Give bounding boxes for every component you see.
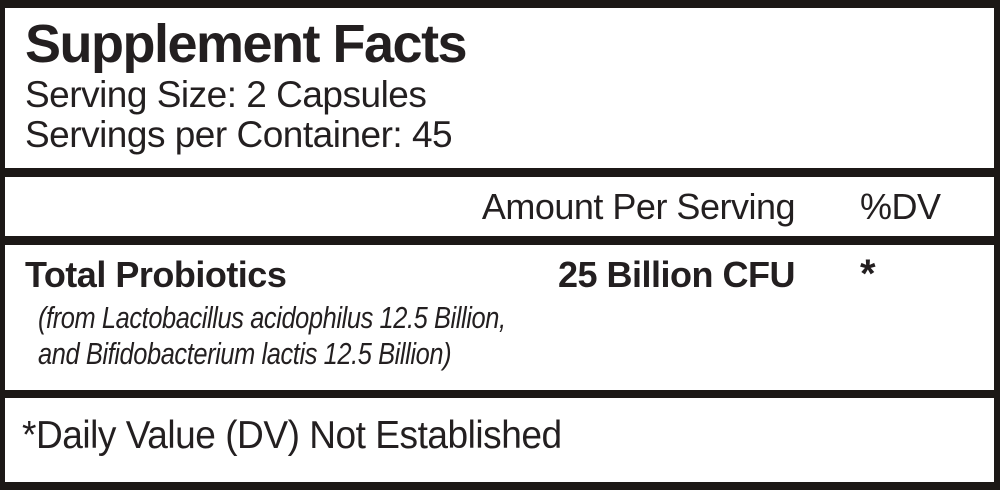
column-header-main [5, 186, 795, 228]
serving-size: Serving Size: 2 Capsules [25, 74, 427, 115]
amount-per-serving-header: Amount Per Serving [481, 186, 795, 227]
dv-header: %DV [860, 186, 941, 227]
footnote-section [5, 390, 994, 482]
nutrient-name: Total Probiotics [25, 254, 287, 295]
nutrient-dv-asterisk: * [860, 252, 876, 296]
nutrient-details-line-2: and Bifidobacterium lactis 12.5 Billion) [38, 336, 452, 371]
header-section [5, 8, 994, 168]
nutrient-row [5, 254, 994, 296]
nutrient-details [5, 296, 994, 372]
servings-per-container: Servings per Container: 45 [25, 114, 453, 155]
panel-title: Supplement Facts [25, 14, 467, 74]
nutrient-row-main [5, 254, 795, 296]
column-header-row [5, 186, 994, 228]
column-headers-section [5, 168, 994, 236]
nutrient-amount: 25 Billion CFU [557, 254, 795, 295]
nutrient-details-line-1: (from Lactobacillus acidophilus 12.5 Billion, [38, 300, 506, 335]
nutrient-section [5, 236, 994, 390]
daily-value-footnote: *Daily Value (DV) Not Established [22, 414, 562, 457]
